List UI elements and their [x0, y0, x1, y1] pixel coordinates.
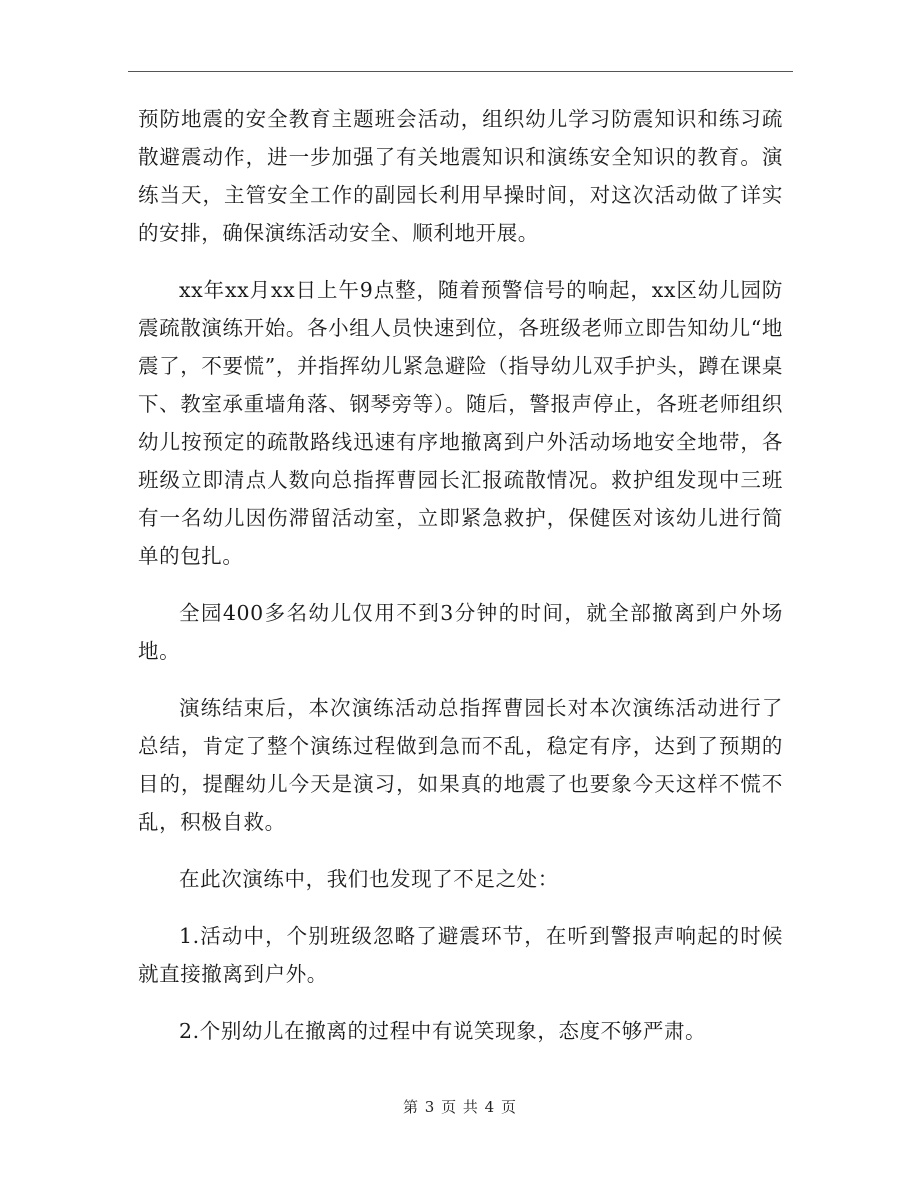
- paragraph-6: 1.活动中，个别班级忽略了避震环节，在听到警报声响起的时候就直接撤离到户外。: [138, 924, 783, 986]
- paragraph-1: 预防地震的安全教育主题班会活动，组织幼儿学习防震知识和练习疏散避震动作，进一步加强了有关地震知识和演练安全知识的教育。演练当天，主管安全工作的副园长利用早操时间，对这次活动做了详实的安排，确保演练活动安全、顺利地开展。: [138, 107, 783, 245]
- header-rule: [128, 71, 793, 72]
- document-body: [138, 100, 783, 1069]
- paragraph-5: 在此次演练中，我们也发现了不足之处：: [179, 867, 559, 891]
- page-number-footer: 第 3 页 共 4 页: [403, 1098, 517, 1116]
- paragraph-4: 演练结束后，本次演练活动总指挥曹园长对本次演练活动进行了总结，肯定了整个演练过程做到急而不乱，稳定有序，达到了预期的目的，提醒幼儿今天是演习，如果真的地震了也要象今天这样不慌不乱，积极自救。: [138, 696, 783, 834]
- paragraph-7: 2.个别幼儿在撤离的过程中有说笑现象，态度不够严肃。: [179, 1019, 707, 1043]
- paragraph-3: 全园400多名幼儿仅用不到3分钟的时间，就全部撤离到户外场地。: [138, 601, 783, 663]
- paragraph-2: xx年xx月xx日上午9点整，随着预警信号的响起，xx区幼儿园防震疏散演练开始。各小组人员快速到位，各班级老师立即告知幼儿“地震了，不要慌”，并指挥幼儿紧急避险（指导幼儿双手护头，蹲在课桌下、教室承重墙角落、钢琴旁等）。随后，警报声停止，各班老师组织幼儿按预定的疏散路线迅速有序地撤离到户外活动场地安全地带，各班级立即清点人数向总指挥曹园长汇报疏散情况。救护组发现中三班有一名幼儿因伤滞留活动室，立即紧急救护，保健医对该幼儿进行简单的包扎。: [138, 278, 783, 568]
